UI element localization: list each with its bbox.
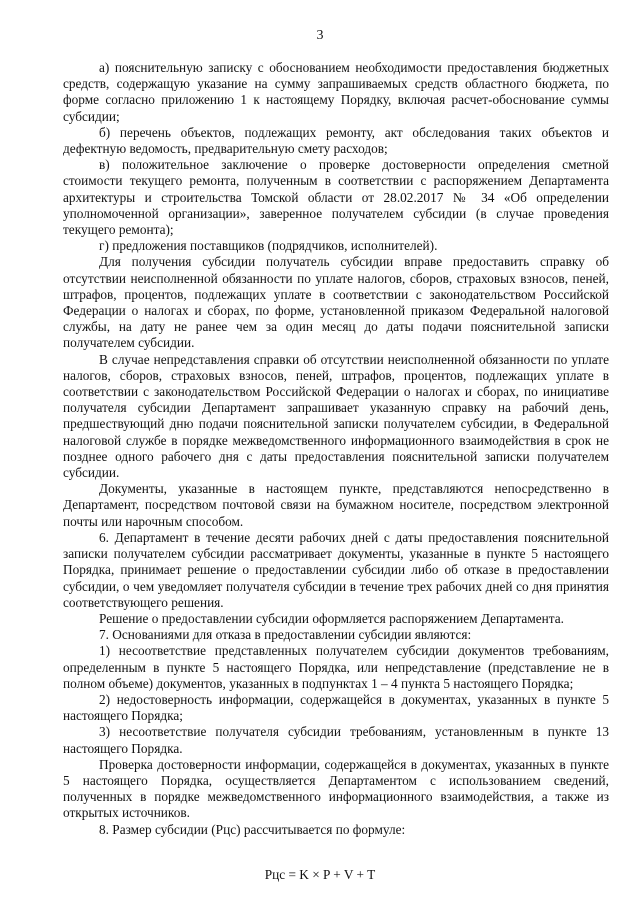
- paragraph-item-g: г) предложения поставщиков (подрядчиков, исполнителей).: [99, 238, 438, 254]
- paragraph-reason-2: 2) недостоверность информации, содержащейся в документах, указанных в пункте 5 настоящего Порядка;: [63, 691, 609, 724]
- paragraph-point-8: 8. Размер субсидии (Рцс) рассчитывается по формуле:: [99, 821, 406, 837]
- paragraph-reason-1: 1) несоответствие представленных получателем субсидии документов требованиям, определенным в пункте 5 настоящего Порядка, или непредставление (представление не в полном объеме) документов, указанных в подпунктах 1 – 4 пункта 5 настоящего Порядка;: [63, 643, 609, 691]
- subsidy-formula: Рцс = K × P + V + T: [264, 867, 376, 882]
- paragraph-point-7: 7. Основаниями для отказа в предоставлении субсидии являются:: [99, 627, 472, 643]
- paragraph-tax-request: В случае непредставления справки об отсутствии неисполненной обязанности по уплате налогов, сборов, страховых взносов, пеней, штрафов, процентов, подлежащих уплате в соответствии с законодательством Российской Федерации о налогах и сборах, по инициативе получателя субсидии Департамент запрашивает указанную справку на рабочий день, предшествующий дню подачи пояснительной записки получателем субсидии, в Федеральной налоговой службе в порядке межведомственного информационного взаимодействия в срок не позднее одного рабочего дня с даты предоставления пояснительной записки получателем субсидии.: [63, 351, 609, 481]
- paragraph-point-6: 6. Департамент в течение десяти рабочих дней с даты предоставления пояснительной записки получателем субсидии рассматривает документы, указанные в пункте 5 настоящего Порядка, принимает решение о предоставлении субсидии либо об отказе в предоставлении субсидии, о чем уведомляет получателя субсидии в течение трех рабочих дней со дня принятия соответствующего решения.: [63, 529, 609, 610]
- paragraph-tax-certificate: Для получения субсидии получатель субсидии вправе предоставить справку об отсутствии неисполненной обязанности по уплате налогов, сборов, страховых взносов, пеней, штрафов, процентов, подлежащих уплате в соответствии с законодательством Российской Федерации о налогах и сборах, по форме, установленной приказом Федеральной налоговой службы, на дату не ранее чем за один месяц до даты подачи пояснительной записки получателем субсидии.: [63, 254, 609, 351]
- paragraph-documents-submission: Документы, указанные в настоящем пункте, представляются непосредственно в Департамент, посредством почтовой связи на бумажном носителе, посредством электронной почты или нарочным способом.: [63, 481, 609, 529]
- paragraph-item-v: в) положительное заключение о проверке достоверности определения сметной стоимости текущего ремонта, полученным в соответствии с распоряжением Департамента архитектуры и строительства Томской области от 28.02.2017 № 34 «Об определении уполномоченной организации», заверенное получателем субсидии (в случае проведения текущего ремонта);: [63, 157, 609, 238]
- paragraph-item-a: а) пояснительную записку с обоснованием необходимости предоставления бюджетных средств, содержащую указание на сумму запрашиваемых средств областного бюджета, по форме согласно приложению 1 к настоящему Порядку, включая расчет-обоснование суммы субсидии;: [63, 60, 609, 124]
- document-body: [63, 60, 609, 838]
- paragraph-item-b: б) перечень объектов, подлежащих ремонту, акт обследования таких объектов и дефектную ведомость, предварительную смету расходов;: [63, 124, 609, 157]
- page-number: 3: [316, 28, 324, 43]
- paragraph-verification: Проверка достоверности информации, содержащейся в документах, указанных в пункте 5 настоящего Порядка, осуществляется Департаментом с использованием сведений, полученных в порядке межведомственного информационного взаимодействия, а также из открытых источников.: [63, 756, 609, 821]
- paragraph-reason-3: 3) несоответствие получателя субсидии требованиям, установленным в пункте 13 настоящего Порядка.: [63, 724, 609, 756]
- paragraph-decision: Решение о предоставлении субсидии оформляется распоряжением Департамента.: [99, 610, 564, 626]
